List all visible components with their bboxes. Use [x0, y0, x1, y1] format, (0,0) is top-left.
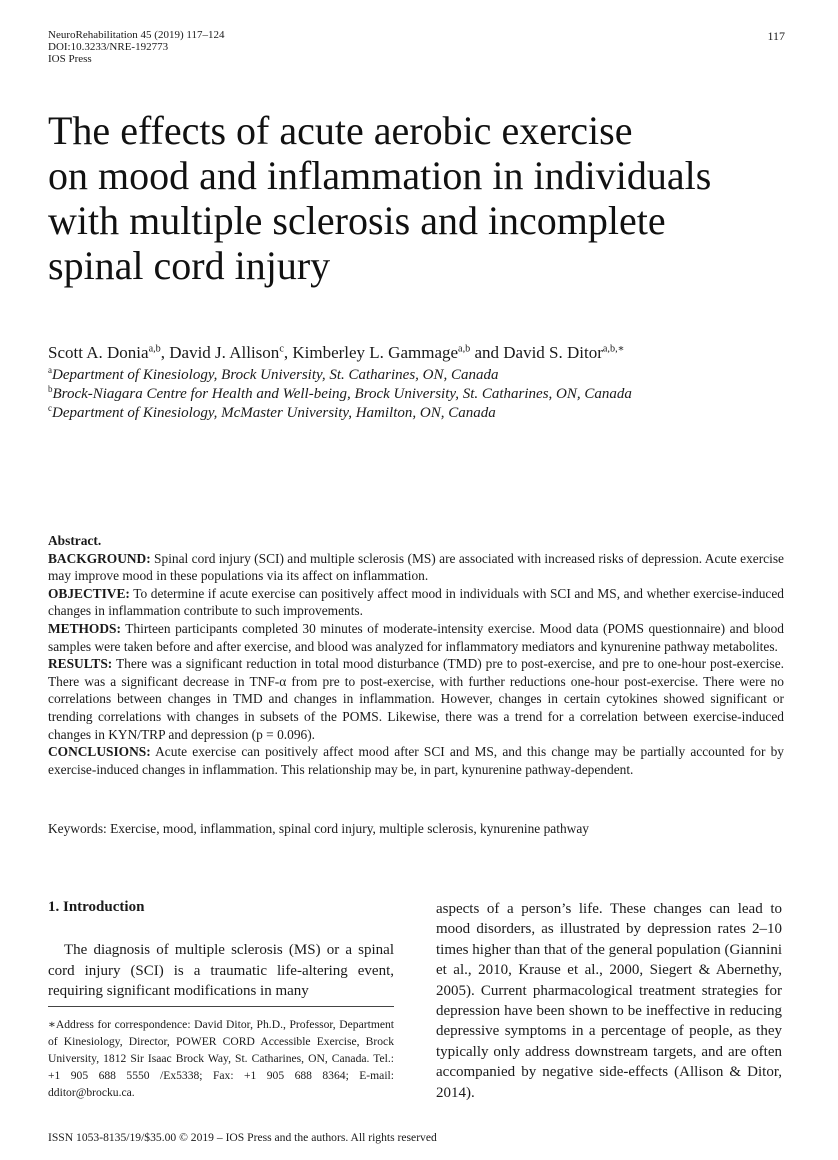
journal-publisher: IOS Press — [48, 53, 92, 65]
journal-info — [48, 29, 224, 65]
abstract-section — [48, 550, 784, 585]
title-line: with multiple sclerosis and incomplete — [48, 198, 666, 243]
abstract-label: OBJECTIVE: — [48, 585, 130, 601]
abstract-text: Acute exercise can positively affect mood after SCI and MS, and this change may be partially accounted for by exercise-induced changes in inflammation. This relationship may be, in part, kynurenine pathway-dependent. — [48, 744, 784, 777]
journal-citation: NeuroRehabilitation 45 (2019) 117–124 — [48, 29, 225, 41]
footnote-divider — [48, 1006, 394, 1007]
page-number: 117 — [767, 29, 785, 43]
affiliation — [48, 386, 808, 403]
abstract-label: RESULTS: — [48, 656, 113, 672]
author-name: Scott A. Donia — [48, 343, 149, 362]
intro-paragraph-right: aspects of a person’s life. These changes can lead to mood disorders, as illustrated by depression rates 2–10 times higher than that of the general population (Giannini et al., 2010, Krause et al., 2000, Siegert & Abernethy, 2005). Current pharmacological treatment strategies for depression have been shown to be ineffective in reducing depressive symptoms in a percentage of people, as they typically only address downstream targets, and are often accompanied by negative side-effects (Allison & Ditor, 2014). — [436, 901, 782, 1101]
author-affil-mark: a,b,∗ — [602, 343, 625, 355]
section-heading: 1. Introduction — [48, 899, 145, 915]
author-affil-mark: c — [279, 343, 284, 355]
affiliation-text: Department of Kinesiology, Brock University, St. Catharines, ON, Canada — [52, 367, 499, 383]
author-name: David J. Allison — [169, 343, 280, 362]
author-separator: and — [470, 343, 504, 362]
abstract-text: There was a significant reduction in total mood disturbance (TMD) pre to post-exercise, and pre to one-hour post-exercise. There was a significant decrease in TNF-α from pre to post-exercise, with further reductions one-hour post-exercise. There were no correlations between changes in TMD and changes in inflammation. However, changes in certain cytokines showed significant or trending correlations with changes in subsets of the POMS. Likewise, there was a trend for a correlation between exercise-induced changes in KYN/TRP and depression (p = 0.096). — [48, 656, 784, 742]
author-name: David S. Ditor — [503, 343, 603, 362]
author-affil-mark: a,b — [458, 343, 471, 355]
abstract-label: METHODS: — [48, 620, 121, 636]
abstract-section — [48, 585, 784, 620]
abstract-section — [48, 655, 784, 743]
author-name: Kimberley L. Gammage — [292, 343, 459, 362]
affiliation-mark: a — [48, 365, 52, 375]
affiliation-text: Brock-Niagara Centre for Health and Well-being, Brock University, St. Catharines, ON, Canada — [52, 386, 632, 402]
abstract-text: Thirteen participants completed 30 minutes of moderate-intensity exercise. Mood data (POMS questionnaire) and blood samples were taken before and after exercise, and blood was analyzed for inflammatory mediators and kynurenine pathway metabolites. — [48, 620, 784, 654]
abstract-section — [48, 620, 784, 655]
affiliation-text: Department of Kinesiology, McMaster University, Hamilton, ON, Canada — [52, 405, 496, 421]
author-list — [48, 343, 625, 363]
abstract-text: Spinal cord injury (SCI) and multiple sclerosis (MS) are associated with increased risks of depression. Acute exercise may improve mood in these populations via its affect on inflammation. — [48, 550, 784, 584]
abstract-label: BACKGROUND: — [48, 550, 151, 566]
affiliation — [48, 405, 808, 422]
abstract-section — [48, 743, 784, 778]
affiliation-mark: c — [48, 403, 52, 413]
keywords: Keywords: Exercise, mood, inflammation, spinal cord injury, multiple sclerosis, kynurenine pathway — [48, 821, 589, 836]
affiliation — [48, 367, 808, 384]
abstract-text: To determine if acute exercise can positively affect mood in individuals with SCI and MS, and whether exercise-induced changes in inflammation contribute to such improvements. — [48, 585, 784, 619]
affiliation-mark: b — [48, 384, 53, 394]
author-affil-mark: a,b — [148, 343, 161, 355]
abstract — [48, 532, 784, 778]
abstract-heading: Abstract. — [48, 533, 102, 548]
abstract-label: CONCLUSIONS: — [48, 744, 151, 760]
journal-doi: DOI:10.3233/NRE-192773 — [48, 41, 169, 53]
paper-title — [48, 108, 808, 288]
author-separator: , — [160, 343, 170, 362]
title-line: on mood and inflammation in individuals — [48, 153, 712, 198]
title-line: The effects of acute aerobic exercise — [48, 108, 633, 153]
correspondence-footnote: ∗Address for correspondence: David Ditor, Ph.D., Professor, Department of Kinesiology, Director, POWER CORD Accessible Exercise, Brock University, 1812 Sir Isaac Brock Way, St. Catharines, ON, Canada. Tel.: +1 905 688 5550 /Ex5338; Fax: +1 905 688 8364; E-mail: dditor@brocku.ca. — [48, 1018, 394, 1099]
author-separator: , — [283, 343, 293, 362]
intro-paragraph-left: The diagnosis of multiple sclerosis (MS) or a spinal cord injury (SCI) is a traumatic life-altering event, requiring significant modifications in many — [48, 942, 394, 1000]
title-line: spinal cord injury — [48, 243, 331, 288]
issn-line: ISSN 1053-8135/19/$35.00 © 2019 – IOS Press and the authors. All rights reserved — [48, 1131, 437, 1144]
